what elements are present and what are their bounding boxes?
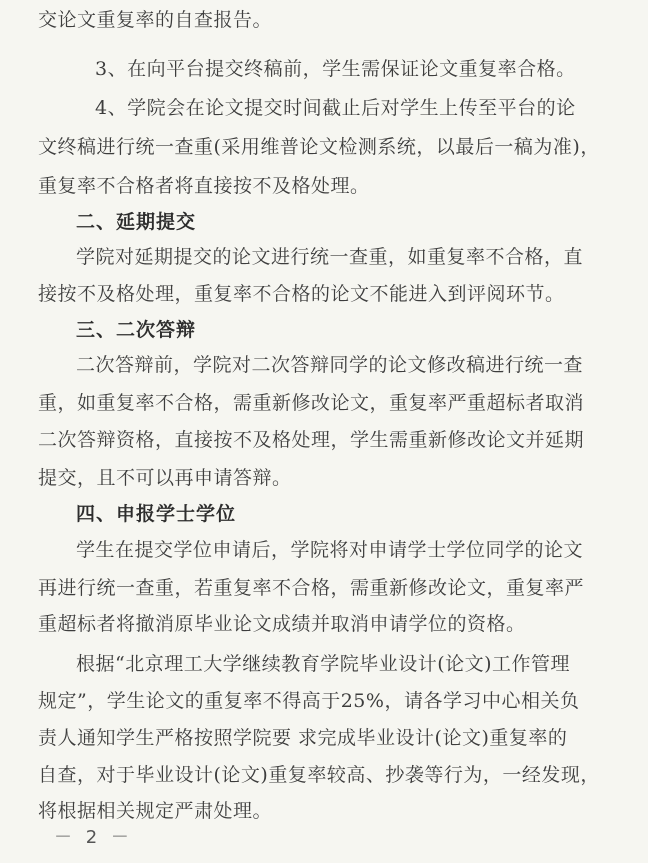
page-number: － 2 － xyxy=(54,827,133,848)
text-line: 4、学院会在论文提交时间截止后对学生上传至平台的论 xyxy=(95,97,576,119)
text-line: 接按不及格处理，重复率不合格的论文不能进入到评阅环节。 xyxy=(38,283,565,305)
text-line: 学院对延期提交的论文进行统一查重，如重复率不合格，直 xyxy=(76,246,584,268)
text-line: 交论文重复率的自查报告。 xyxy=(38,9,273,31)
text-line: 根据“北京理工大学继续教育学院毕业设计(论文)工作管理 xyxy=(76,653,571,675)
text-line: 重复率不合格者将直接按不及格处理。 xyxy=(38,175,370,197)
section-heading: 三、二次答辩 xyxy=(76,319,197,341)
text-line: 提交，且不可以再申请答辩。 xyxy=(38,467,292,489)
text-line: 责人通知学生严格按照学院要 求完成毕业设计(论文)重复率的 xyxy=(38,727,568,749)
text-line: 将根据相关规定严肃处理。 xyxy=(38,800,273,822)
text-line: 规定”，学生论文的重复率不得高于25%，请各学习中心相关负 xyxy=(38,690,580,712)
text-line: 自查，对于毕业设计(论文)重复率较高、抄袭等行为，一经发现， xyxy=(38,764,600,786)
text-line: 重超标者将撤消原毕业论文成绩并取消申请学位的资格。 xyxy=(38,613,526,635)
text-line: 3、在向平台提交终稿前，学生需保证论文重复率合格。 xyxy=(95,58,576,80)
text-line: 重，如重复率不合格，需重新修改论文，重复率严重超标者取消 xyxy=(38,392,585,414)
text-line: 二次答辩资格，直接按不及格处理，学生需重新修改论文并延期 xyxy=(38,429,585,451)
text-line: 文终稿进行统一查重(采用维普论文检测系统，以最后一稿为准)， xyxy=(38,136,600,158)
text-line: 二次答辩前，学院对二次答辩同学的论文修改稿进行统一查 xyxy=(76,354,584,376)
section-heading: 四、申报学士学位 xyxy=(76,503,237,525)
text-line: 学生在提交学位申请后，学院将对申请学士学位同学的论文 xyxy=(76,539,584,561)
text-line: 再进行统一查重，若重复率不合格，需重新修改论文，重复率严 xyxy=(38,577,585,599)
section-heading: 二、延期提交 xyxy=(76,211,197,233)
